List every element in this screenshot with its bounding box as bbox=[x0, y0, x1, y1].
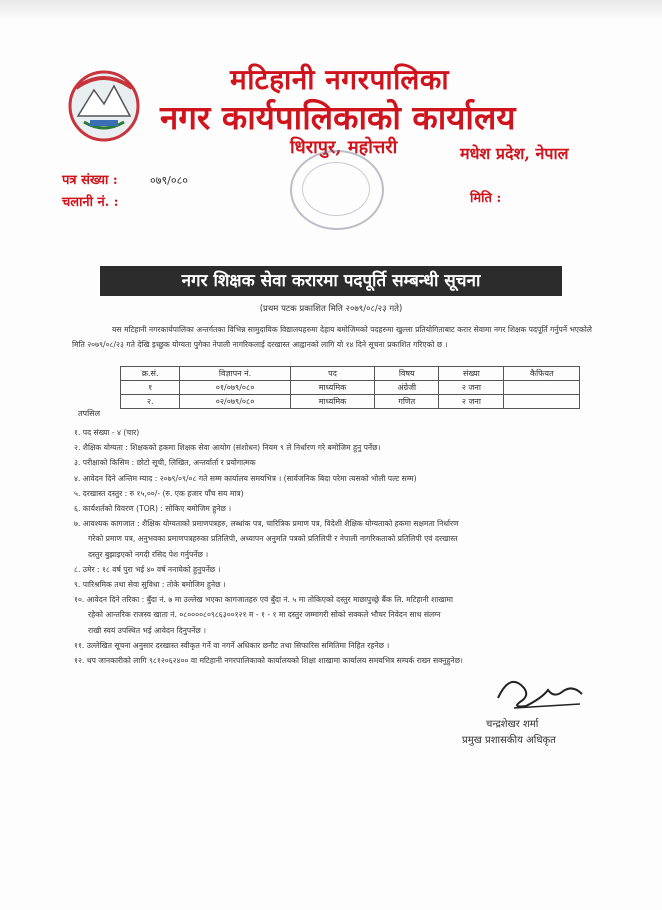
table-cell: माध्यमिक bbox=[290, 395, 375, 409]
col-header: क्र.सं. bbox=[121, 367, 180, 381]
list-item: ७. आवश्यक कागजात : शैक्षिक योग्यताको प्रमाणपत्रहरु, लब्धांक पत्र, चारित्रिक प्रमाण पत्र, विदेशी शैक्षिक योग्यताको हकमा सक्षमता निर्धारण bbox=[74, 519, 459, 529]
list-item: ६. कार्यशर्तको विवरण (TOR) : सोकिए बमोजिम हुनेछ । bbox=[74, 504, 232, 514]
conditions-list bbox=[74, 425, 614, 668]
scan-edge bbox=[0, 0, 662, 20]
signatory-title: प्रमुख प्रशासकीय अधिकृत bbox=[462, 735, 556, 746]
col-header: विज्ञापन नं. bbox=[180, 367, 290, 381]
list-item: ८. उमेर : १८ वर्ष पुरा भई ४० वर्ष ननाघेको हुनुपर्नेछ । bbox=[74, 564, 221, 574]
notice-subtitle: (प्रथम पटक प्रकाशित मिति २०७९/०८/२३ गते) bbox=[259, 304, 403, 314]
table-cell: माध्यमिक bbox=[290, 381, 375, 395]
patra-label: पत्र संख्या : bbox=[62, 173, 118, 188]
list-item: ४. आवेदन दिने अन्तिम म्याद : २०७९/०९/०८ गते सम्म कार्यालय समयभित्र । (सार्वजनिक बिदा परेमा त्यसको भोली पल्ट सम्म) bbox=[74, 473, 417, 483]
tapasil-heading: तपसिल bbox=[78, 409, 101, 418]
vacancy-table bbox=[120, 366, 580, 409]
list-item: १. पद संख्या - ४ (चार) bbox=[74, 428, 140, 437]
table-cell bbox=[504, 381, 580, 395]
list-item: ३. परीक्षाको किसिम : छोटो सूची, लिखित, अन्तर्वार्ता र प्रयोगात्मक bbox=[74, 458, 256, 468]
list-item: राखी स्वयं उपस्थित भई आवेदन दिनुपर्नेछ । bbox=[88, 625, 206, 635]
list-item: १०. आवेदन दिने तरिका : बुँदा नं. ७ मा उल्लेख भएका कागजातहरु एवं बुँदा नं. ५ मा तोकिएको दस्तुर माछापुच्छ्रे बैंक लि. मटिहानी शाखामा bbox=[74, 595, 453, 605]
patra-value: ०७९/०८० bbox=[150, 174, 189, 187]
table-cell: ०२/०७९/०८० bbox=[180, 395, 290, 409]
notice-title: नगर शिक्षक सेवा करारमा पदपूर्ति सम्बन्धी सूचना bbox=[100, 266, 562, 296]
list-item: दस्तुर बुझाइएको नगदी रसिद पेश गर्नुपर्नेछ । bbox=[88, 549, 209, 559]
miti-label: मिति : bbox=[470, 191, 502, 206]
col-header: संख्या bbox=[439, 367, 504, 381]
chalani-label: चलानी नं. : bbox=[62, 195, 119, 210]
location-text: धिरापुर, महोत्तरी bbox=[290, 137, 398, 158]
list-item: गरेको प्रमाण पत्र, अनुभवका प्रमाणपत्रहरुका प्रतिलिपी, अध्यापन अनुमति पत्रको प्रतिलिपी र नेपाली नागरिकताको प्रतिलिपी एवं दरखास्त bbox=[88, 534, 458, 544]
org-line-2: नगर कार्यपालिकाको कार्यालय bbox=[160, 98, 516, 137]
list-item: १२. थप जानकारीको लागि ९८१२०६२४०० वा मटिहानी नगरपालिकाको कार्यालयको शिक्षा शाखामा कार्यालय समयभित्र सम्पर्क राख्न सक्नुहुनेछ। bbox=[74, 656, 463, 666]
province-text: मधेश प्रदेश, नेपाल bbox=[460, 144, 569, 163]
table-cell: गणित bbox=[375, 395, 439, 409]
table-cell: ०१/०७९/०८० bbox=[180, 381, 290, 395]
list-item: ११. उल्लेखित सूचना अनुसार दरखास्त स्वीकृत गर्ने वा नगर्ने अधिकार छनौट तथा सिफारिस समितिमा निहित रहनेछ । bbox=[74, 640, 390, 650]
table-header-row bbox=[121, 367, 580, 381]
list-item: ५. दरखास्त दस्तुर : रु १५,००/- (रु. एक हजार पाँच सय मात्र) bbox=[74, 488, 244, 498]
table-cell bbox=[504, 395, 580, 409]
table-cell: १ bbox=[121, 381, 180, 395]
col-header: पद bbox=[290, 367, 375, 381]
table-row bbox=[121, 395, 580, 409]
table-cell: २ जना bbox=[439, 395, 504, 409]
intro-paragraph: यस मटिहानी नगरकार्यपालिका अन्तर्गतका विभिन्न सामुदायिक विद्यालयहरुमा देहाय बमोजिमको पदहरुमा खुल्ला प्रतियोगिताबाट करार सेवामा नगर शिक्षक पदपूर्ति गर्नुपर्ने भएकोले मिति २०७९/०८/२३ गते देखि इच्छुक योग्यता पुगेका नेपाली नागरिकलाई दरखास्त आह्वानको लागि यो १४ दिने सूचना प्रकाशित गरिएको छ । bbox=[72, 325, 592, 349]
list-item: २. शैक्षिक योग्यता : शिक्षकको हकमा शिक्षक सेवा आयोग (संशोधन) नियम ९ ले निर्धारण गरे बमोजिम हुनु पर्नेछ। bbox=[74, 443, 381, 453]
org-line-1: मटिहानी नगरपालिका bbox=[230, 63, 450, 96]
col-header: कैफियत bbox=[504, 367, 580, 381]
table-cell: २ जना bbox=[439, 381, 504, 395]
table-row bbox=[121, 381, 580, 395]
table-cell: २. bbox=[121, 395, 180, 409]
office-stamp bbox=[290, 150, 384, 230]
signature-mark bbox=[490, 668, 590, 714]
nepal-emblem-icon bbox=[64, 64, 144, 146]
list-item: ९. पारिश्रमिक तथा सेवा सुविधा : तोके बमोजिम हुनेछ । bbox=[74, 580, 226, 590]
list-item: रहेको आन्तरिक राजस्व खाता नं. ०८००००८०९८६३००१२१ म - १ - १ मा दस्तुर जम्मागरी सोको सक्कले भौचर निवेदन साथ संलग्न bbox=[88, 610, 441, 620]
col-header: विषय bbox=[375, 367, 439, 381]
table-cell: अंग्रेजी bbox=[375, 381, 439, 395]
signatory-name: चन्द्रशेखर शर्मा bbox=[486, 719, 539, 730]
